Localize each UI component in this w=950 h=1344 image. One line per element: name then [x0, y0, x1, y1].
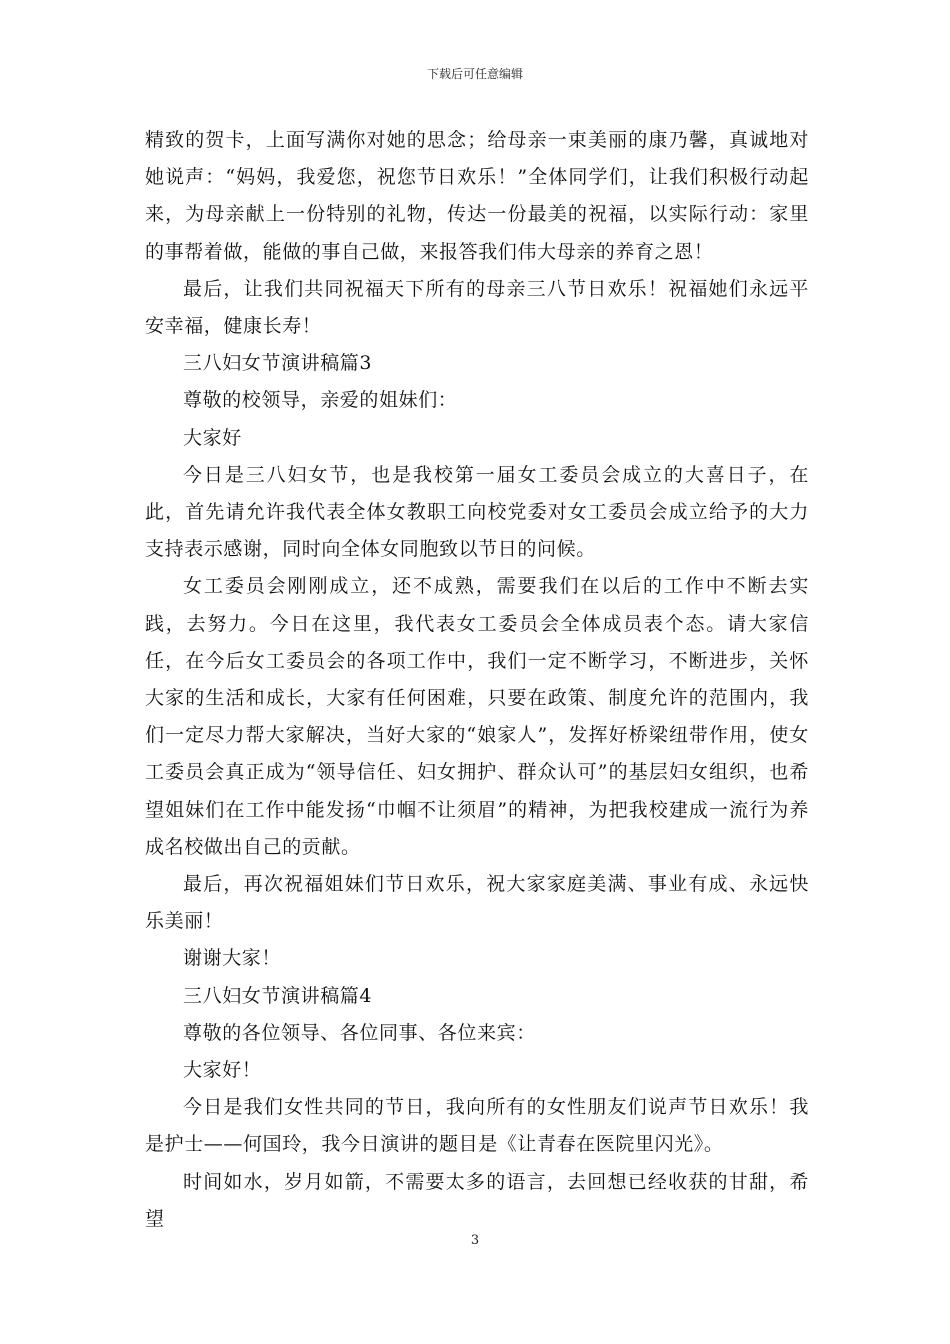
page-number: 3 [470, 1233, 480, 1248]
page-header: 下载后可任意编辑 [426, 67, 523, 81]
document-body [145, 122, 809, 1238]
paragraph-14: 时间如水，岁月如箭，不需要太多的语言，去回想已经收获的甘甜，希望 [145, 1170, 809, 1230]
salutation-2: 尊敬的各位领导、各位同事、各位来宾： [183, 1021, 536, 1044]
paragraph-7: 女工委员会刚刚成立，还不成熟，需要我们在以后的工作中不断去实践，去努力。今日在这里，我代表女工委员会全体成员表个态。请大家信任，在今后女工委员会的各项工作中，我们一定不断学习，不断进步，关怀大家的生活和成长，大家有任何困难，只要在政策、制度允许的范围内，我们一定尽力帮大家解决，当好大家的“娘家人”，发挥好桥梁纽带作用，使女工委员会真正成为“领导信任、妇女拥护、群众认可”的基层妇女组织，也希望姐妹们在工作中能发扬“巾帼不让须眉”的精神，为把我校建成一流行为养成名校做出自己的贡献。 [145, 575, 809, 858]
closing-thanks: 谢谢大家！ [183, 947, 282, 970]
paragraph-8: 最后，再次祝福姐妹们节日欢乐，祝大家家庭美满、事业有成、永远快乐美丽！ [145, 873, 809, 933]
paragraph-13: 今日是我们女性共同的节日，我向所有的女性朋友们说声节日欢乐！我是护士——何国玲，我今日演讲的题目是《让青春在医院里闪光》。 [145, 1096, 809, 1156]
salutation: 尊敬的校领导，亲爱的姐妹们： [183, 389, 458, 412]
section-heading-3: 三八妇女节演讲稿篇3 [183, 352, 373, 375]
greeting: 大家好 [183, 426, 242, 449]
paragraph-2: 最后，让我们共同祝福天下所有的母亲三八节日欢乐！祝福她们永远平安幸福，健康长寿！ [145, 277, 809, 338]
section-heading-4: 三八妇女节演讲稿篇4 [183, 984, 373, 1007]
paragraph-1: 精致的贺卡，上面写满你对她的思念；给母亲一束美丽的康乃馨，真诚地对她说声：“妈妈，我爱您，祝您节日欢乐！”全体同学们，让我们积极行动起来，为母亲献上一份特别的礼物，传达一份最美的祝福，以实际行动：家里的事帮着做，能做的事自己做，来报答我们伟大母亲的养育之恩！ [145, 129, 809, 263]
paragraph-6: 今日是三八妇女节，也是我校第一届女工委员会成立的大喜日子，在此，首先请允许我代表全体女教职工向校党委对女工委员会成立给予的大力支持表示感谢，同时向全体女同胞致以节日的问候。 [145, 463, 809, 561]
greeting-2: 大家好！ [183, 1059, 262, 1082]
